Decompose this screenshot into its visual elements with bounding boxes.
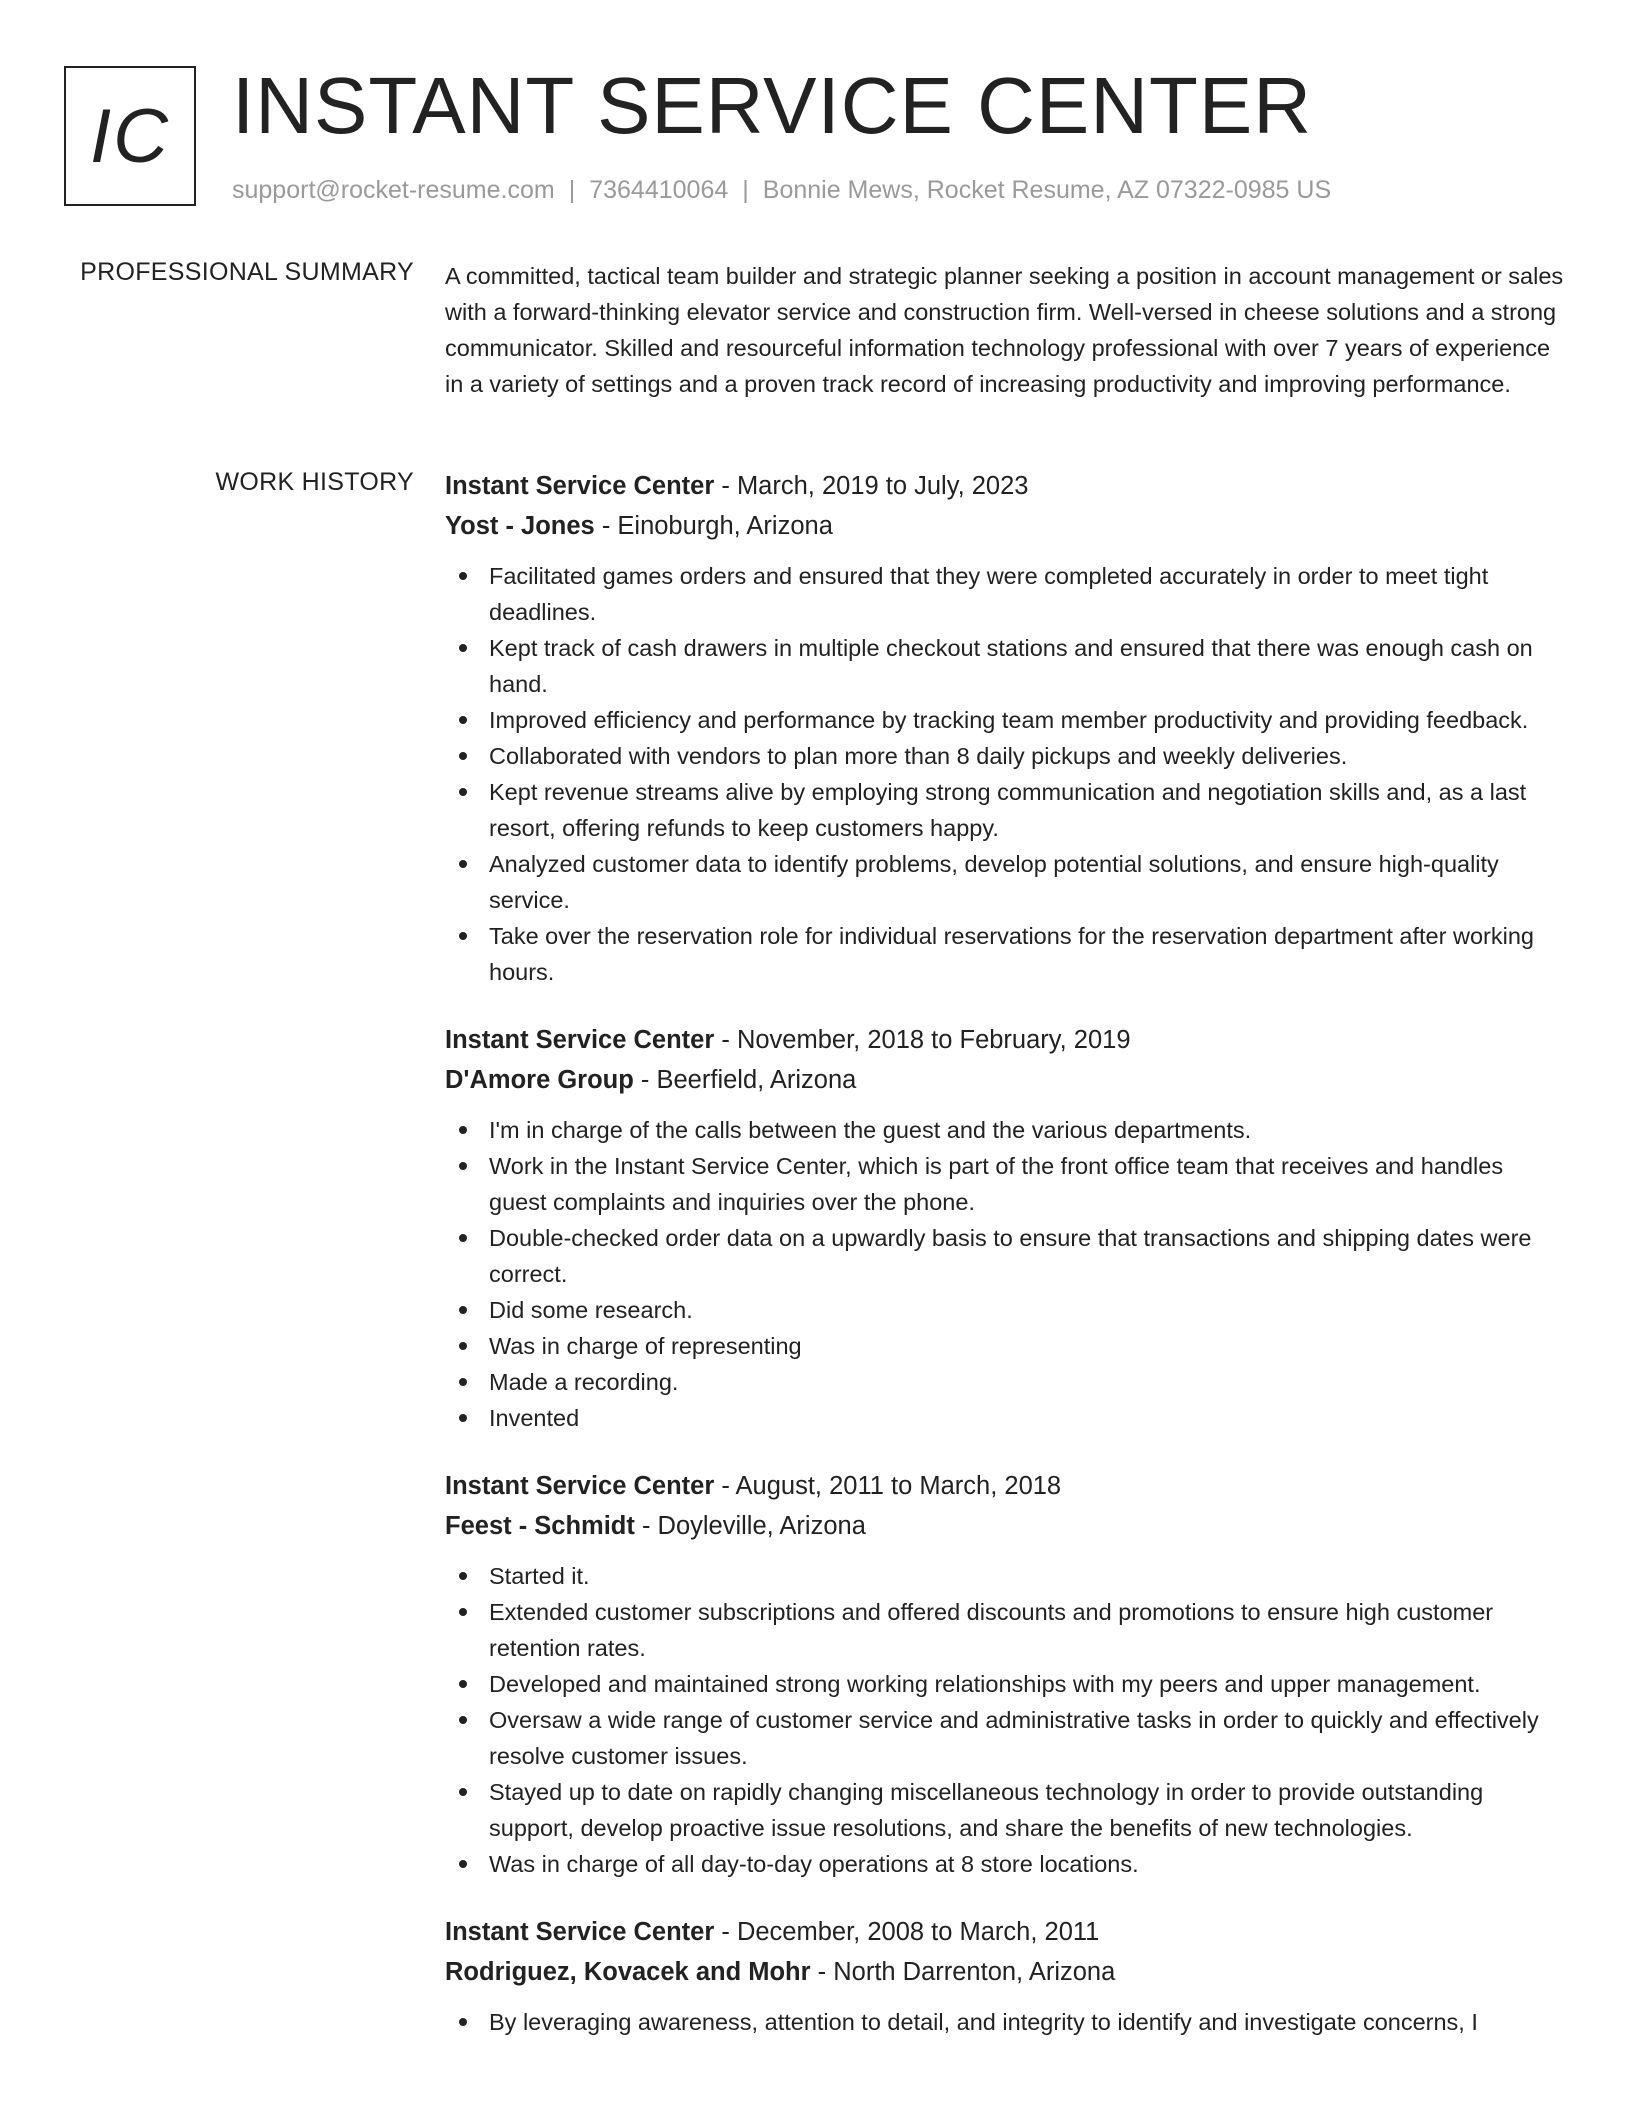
job-bullet-text: By leveraging awareness, attention to detail, and integrity to identify and investigate concerns, I: [489, 2009, 1478, 2035]
job-dates: - November, 2018 to February, 2019: [714, 1026, 1131, 1054]
bullet-dot-icon: [459, 644, 467, 652]
bullet-dot-icon: [459, 1126, 467, 1134]
bullet-dot-icon: [459, 1162, 467, 1170]
bullet-dot-icon: [459, 752, 467, 760]
contact-email: support@rocket-resume.com: [232, 176, 555, 204]
job-title-line: [445, 1466, 1565, 1506]
job-title: Instant Service Center: [445, 1472, 715, 1500]
contact-separator: |: [742, 176, 749, 204]
summary-heading: PROFESSIONAL SUMMARY: [80, 258, 414, 286]
job-bullet: [445, 1328, 1565, 1364]
bullet-dot-icon: [459, 1680, 467, 1688]
bullet-dot-icon: [459, 1414, 467, 1422]
job-bullet-list: [445, 1112, 1565, 1436]
job-title: Instant Service Center: [445, 1918, 715, 1946]
job-bullet: [445, 1220, 1565, 1292]
job-bullet: [445, 1112, 1565, 1148]
job-location: - Beerfield, Arizona: [633, 1066, 857, 1094]
job-bullet-text: Extended customer subscriptions and offered discounts and promotions to ensure high customer retention rates.: [489, 1599, 1494, 1661]
job-bullet: [445, 1148, 1565, 1220]
job-bullet: [445, 738, 1565, 774]
bullet-dot-icon: [459, 788, 467, 796]
bullet-dot-icon: [459, 1716, 467, 1724]
bullet-dot-icon: [459, 1608, 467, 1616]
job-bullet: [445, 630, 1565, 702]
bullet-dot-icon: [459, 716, 467, 724]
contact-address: Bonnie Mews, Rocket Resume, AZ 07322-0985 US: [762, 176, 1332, 204]
job-bullet: [445, 846, 1565, 918]
job-dates: - August, 2011 to March, 2018: [714, 1472, 1062, 1500]
bullet-dot-icon: [459, 1572, 467, 1580]
job-company: D'Amore Group: [445, 1066, 634, 1094]
job-dates: - December, 2008 to March, 2011: [714, 1918, 1100, 1946]
job-bullet-text: Work in the Instant Service Center, which is part of the front office team that receives and handles guest complaints and inquiries over the phone.: [489, 1153, 1504, 1215]
job-bullet-text: Stayed up to date on rapidly changing miscellaneous technology in order to provide outstanding support, develop proactive issue resolutions, and share the benefits of new technologies.: [489, 1779, 1484, 1841]
job-bullet-list: [445, 558, 1565, 990]
job-bullet: [445, 1702, 1565, 1774]
job-bullet: [445, 918, 1565, 990]
job-title: Instant Service Center: [445, 1026, 715, 1054]
job-title: Instant Service Center: [445, 472, 715, 500]
resume-header: [64, 61, 1568, 216]
job-bullet-text: Made a recording.: [489, 1369, 679, 1395]
job-entry: [445, 466, 1565, 990]
job-bullet-text: Facilitated games orders and ensured that they were completed accurately in order to meet tight deadlines.: [489, 563, 1489, 625]
job-company-line: [445, 1060, 1565, 1100]
bullet-dot-icon: [459, 2018, 467, 2026]
contact-line: [232, 176, 1331, 205]
bullet-dot-icon: [459, 572, 467, 580]
job-bullet-text: Did some research.: [489, 1297, 693, 1323]
contact-phone: 7364410064: [589, 176, 729, 204]
job-bullet-text: Kept track of cash drawers in multiple checkout stations and ensured that there was enough cash on hand.: [489, 635, 1533, 697]
job-company: Rodriguez, Kovacek and Mohr: [445, 1958, 811, 1986]
job-bullet-text: Was in charge of representing: [489, 1333, 802, 1359]
bullet-dot-icon: [459, 1860, 467, 1868]
job-bullet: [445, 1292, 1565, 1328]
job-company: Feest - Schmidt: [445, 1512, 635, 1540]
bullet-dot-icon: [459, 1378, 467, 1386]
job-bullet-text: Double-checked order data on a upwardly basis to ensure that transactions and shipping dates were correct.: [489, 1225, 1532, 1287]
bullet-dot-icon: [459, 860, 467, 868]
resume-name: INSTANT SERVICE CENTER: [232, 61, 1312, 150]
job-title-line: [445, 466, 1565, 506]
job-title-line: [445, 1912, 1565, 1952]
job-bullet-text: Developed and maintained strong working relationships with my peers and upper management.: [489, 1671, 1481, 1697]
job-bullet-text: Started it.: [489, 1563, 590, 1589]
job-bullet-text: Was in charge of all day-to-day operations at 8 store locations.: [489, 1851, 1139, 1877]
job-bullet: [445, 1846, 1565, 1882]
job-bullet: [445, 558, 1565, 630]
job-location: - Einoburgh, Arizona: [594, 512, 833, 540]
job-entry: [445, 1020, 1565, 1436]
bullet-dot-icon: [459, 1234, 467, 1242]
summary-text: A committed, tactical team builder and strategic planner seeking a position in account management or sales with a forward-thinking elevator service and construction firm. Well-versed in cheese solutions and a strong communicator. Skilled and resourceful information technology professional with over 7 years of experience in a variety of settings and a proven track record of increasing productivity and improving performance.: [445, 263, 1564, 397]
job-location: - North Darrenton, Arizona: [810, 1958, 1116, 1986]
job-bullet: [445, 1558, 1565, 1594]
job-bullet: [445, 1400, 1565, 1436]
job-bullet-text: Take over the reservation role for individual reservations for the reservation department after working hours.: [489, 923, 1534, 985]
job-bullet-text: Analyzed customer data to identify problems, develop potential solutions, and ensure high-quality service.: [489, 851, 1499, 913]
bullet-dot-icon: [459, 1342, 467, 1350]
job-entry: [445, 1466, 1565, 1882]
job-bullet-list: [445, 1558, 1565, 1882]
bullet-dot-icon: [459, 1306, 467, 1314]
job-bullet: [445, 1666, 1565, 1702]
job-bullet-text: I'm in charge of the calls between the guest and the various departments.: [489, 1117, 1252, 1143]
job-bullet-text: Invented: [489, 1405, 580, 1431]
job-bullet-text: Oversaw a wide range of customer service and administrative tasks in order to quickly and effectively resolve customer issues.: [489, 1707, 1539, 1769]
job-bullet-list: [445, 2004, 1565, 2040]
job-location: - Doyleville, Arizona: [634, 1512, 866, 1540]
bullet-dot-icon: [459, 1788, 467, 1796]
job-bullet: [445, 702, 1565, 738]
job-company: Yost - Jones: [445, 512, 595, 540]
work-history-heading: WORK HISTORY: [215, 468, 414, 496]
monogram-logo: IC: [64, 66, 196, 206]
job-title-line: [445, 1020, 1565, 1060]
contact-separator: |: [568, 176, 576, 204]
job-bullet-text: Kept revenue streams alive by employing strong communication and negotiation skills and, as a last resort, offering refunds to keep customers happy.: [489, 779, 1527, 841]
job-company-line: [445, 1952, 1565, 1992]
job-company-line: [445, 1506, 1565, 1546]
job-dates: - March, 2019 to July, 2023: [714, 472, 1029, 500]
job-bullet-text: Improved efficiency and performance by tracking team member productivity and providing feedback.: [489, 707, 1529, 733]
job-bullet: [445, 1364, 1565, 1400]
bullet-dot-icon: [459, 932, 467, 940]
job-company-line: [445, 506, 1565, 546]
job-entry: [445, 1912, 1565, 2040]
job-bullet: [445, 1774, 1565, 1846]
job-bullet: [445, 2004, 1565, 2040]
job-bullet: [445, 1594, 1565, 1666]
job-bullet: [445, 774, 1565, 846]
job-list: [445, 466, 1565, 2070]
job-bullet-text: Collaborated with vendors to plan more than 8 daily pickups and weekly deliveries.: [489, 743, 1348, 769]
